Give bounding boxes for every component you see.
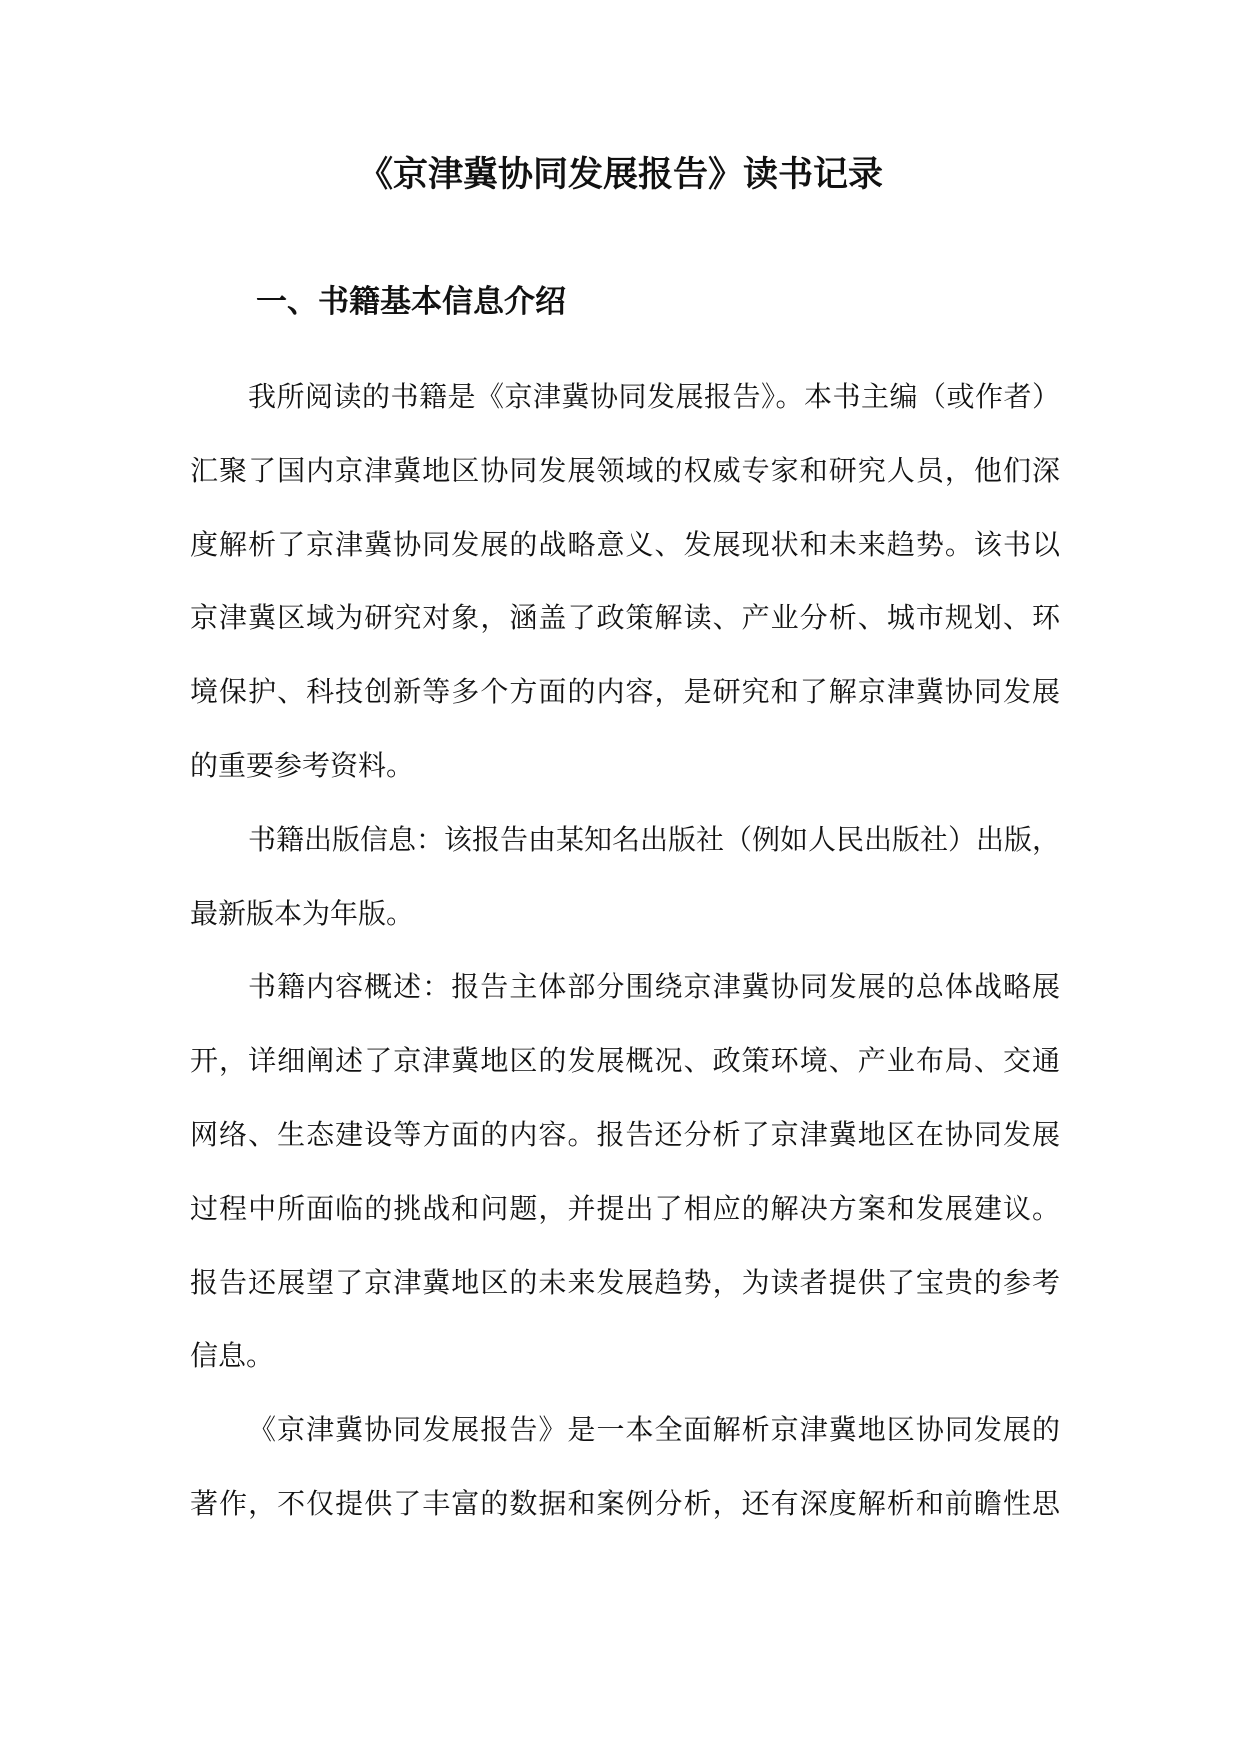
paragraph-line: 开，详细阐述了京津冀地区的发展概况、政策环境、产业布局、交通 [190, 1044, 1060, 1078]
paragraph [190, 1393, 1060, 1541]
paragraph-line: 《京津冀协同发展报告》是一本全面解析京津冀地区协同发展的 [248, 1413, 1060, 1447]
paragraph-line: 书籍内容概述：报告主体部分围绕京津冀协同发展的总体战略展 [248, 970, 1060, 1004]
paragraph-line: 最新版本为年版。 [190, 896, 415, 930]
paragraph-line: 汇聚了国内京津冀地区协同发展领域的权威专家和研究人员，他们深 [190, 453, 1060, 487]
section-heading: 一、书籍基本信息介绍 [256, 284, 566, 320]
paragraph-line: 京津冀区域为研究对象，涵盖了政策解读、产业分析、城市规划、环 [190, 601, 1060, 635]
paragraph-line: 网络、生态建设等方面的内容。报告还分析了京津冀地区在协同发展 [190, 1117, 1060, 1151]
paragraph-line: 信息。 [190, 1339, 275, 1373]
paragraph-line: 过程中所面临的挑战和问题，并提出了相应的解决方案和发展建议。 [190, 1191, 1060, 1225]
paragraph-line: 境保护、科技创新等多个方面的内容，是研究和了解京津冀协同发展 [190, 675, 1060, 709]
body-text [190, 360, 1060, 1541]
paragraph-line: 著作，不仅提供了丰富的数据和案例分析，还有深度解析和前瞻性思 [190, 1486, 1060, 1520]
paragraph [190, 803, 1060, 951]
paragraph-line: 报告还展望了京津冀地区的未来发展趋势，为读者提供了宝贵的参考 [190, 1265, 1060, 1299]
paragraph-line: 书籍出版信息：该报告由某知名出版社（例如人民出版社）出版， [248, 822, 1060, 856]
paragraph [190, 950, 1060, 1393]
document-title: 《京津冀协同发展报告》读书记录 [357, 154, 883, 195]
paragraph-line: 度解析了京津冀协同发展的战略意义、发展现状和未来趋势。该书以 [190, 527, 1060, 561]
paragraph [190, 360, 1060, 803]
paragraph-line: 我所阅读的书籍是《京津冀协同发展报告》。本书主编（或作者） [248, 380, 1060, 413]
paragraph-line: 的重要参考资料。 [190, 748, 415, 782]
